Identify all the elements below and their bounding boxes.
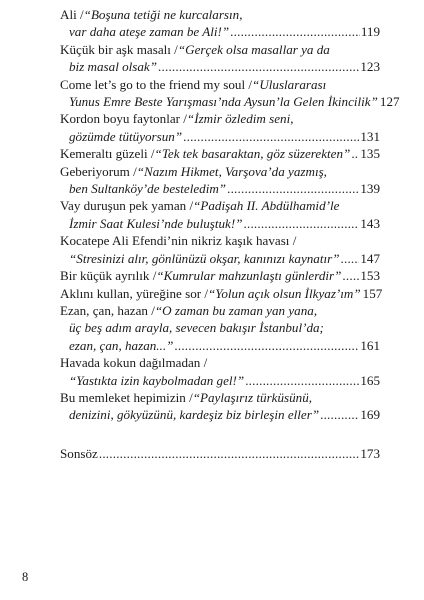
entry-page-number: 153 <box>360 268 380 284</box>
toc-entry <box>60 197 380 232</box>
toc-line <box>60 232 380 249</box>
entry-subtitle: “Paylaşırız türküsünü, <box>192 389 313 405</box>
toc-line <box>60 215 380 232</box>
entry-page-number: 127 <box>379 94 400 110</box>
entry-subtitle: “Stresinizi alır, gönlünüzü okşar, kanınızı kaynatır” <box>69 250 340 266</box>
toc-entry <box>60 232 380 267</box>
entry-title: Ezan, çan, hazan / <box>60 302 155 318</box>
entry-title: Küçük bir aşk masalı / <box>60 41 178 57</box>
entry-title: Geberiyorum / <box>60 163 137 179</box>
entry-subtitle: “Boşuna tetiği ne kurcalarsın, <box>83 7 243 22</box>
entry-page-number: 139 <box>360 181 380 197</box>
entry-subtitle: “İzmir özledim seni, <box>186 111 294 127</box>
toc-line <box>60 389 380 406</box>
entry-page-number: 135 <box>360 146 380 162</box>
entry-subtitle: “Uluslararası <box>252 76 327 92</box>
entry-title: Ali / <box>60 7 84 22</box>
toc-entry <box>60 389 380 424</box>
toc-line <box>60 145 380 162</box>
toc-line <box>60 445 380 462</box>
entry-subtitle: “Yastıkta izin kaybolmadan gel!” <box>69 372 245 388</box>
entry-page-number: 161 <box>360 337 380 353</box>
toc-entry <box>60 110 380 145</box>
toc-entry <box>60 302 380 354</box>
dot-leader <box>174 337 359 354</box>
dot-leader <box>342 267 359 284</box>
toc-entry <box>60 267 380 284</box>
toc-line <box>60 354 380 371</box>
entry-subtitle: “Yolun açık olsun İlkyaz’ım” <box>208 285 361 301</box>
entry-subtitle: denizini, gökyüzünü, kardeşiz biz birleşin eller” <box>69 407 320 423</box>
dot-leader <box>245 372 359 389</box>
toc-line <box>60 337 380 354</box>
entry-page-number: 165 <box>360 372 380 388</box>
dot-leader <box>158 58 359 75</box>
toc-line <box>60 197 380 214</box>
dot-leader <box>244 215 360 232</box>
entry-title: Kemeraltı güzeli / <box>60 146 155 162</box>
table-of-contents <box>60 6 400 462</box>
entry-page-number: 157 <box>362 285 383 301</box>
entry-title: Come let’s go to the friend my soul / <box>60 76 253 92</box>
entry-title: Bu memleket hepimizin / <box>60 389 193 405</box>
toc-entry <box>60 354 380 389</box>
toc-line <box>60 372 380 389</box>
toc-line <box>60 302 380 319</box>
section-gap <box>60 424 380 445</box>
dot-leader <box>227 180 359 197</box>
toc-line <box>60 406 380 423</box>
dot-leader <box>183 128 359 145</box>
entry-page-number: 131 <box>360 128 380 144</box>
toc-line <box>60 267 380 284</box>
entry-title: Kordon boyu faytonlar / <box>60 111 187 127</box>
toc-entry <box>60 285 383 302</box>
entry-subtitle: “O zaman bu zaman yan yana, <box>154 302 318 318</box>
toc-line <box>60 285 383 302</box>
entry-subtitle: “Tek tek basaraktan, göz süzerekten” <box>154 146 351 162</box>
page-number: 8 <box>22 570 29 584</box>
entry-subtitle: biz masal olsak” <box>69 59 158 75</box>
entry-subtitle: üç beş adım arayla, sevecen bakışır İstanbul’da; <box>69 320 324 336</box>
entry-subtitle: İzmir Saat Kulesi’nde buluştuk!” <box>69 215 243 231</box>
entry-subtitle: ben Sultanköy’de besteledim” <box>69 181 227 197</box>
entry-page-number: 143 <box>360 215 380 231</box>
entry-title: Aklını kullan, yüreğine sor / <box>60 285 209 301</box>
toc-entry <box>60 145 380 162</box>
entry-title: Sonsöz <box>60 445 98 461</box>
entry-subtitle: “Gerçek olsa masallar ya da <box>177 41 330 57</box>
dot-leader <box>230 23 360 40</box>
toc-line <box>60 180 380 197</box>
entry-subtitle: Yunus Emre Beste Yarışması’nda Aysun’la Gelen İkincilik” <box>69 94 378 110</box>
dot-leader <box>320 406 359 423</box>
toc-entry <box>60 6 380 41</box>
toc-line <box>60 93 400 110</box>
entry-title: Kocatepe Ali Efendi’nin nikriz kaşık havası / <box>60 233 297 249</box>
toc-entry <box>60 41 380 76</box>
entry-page-number: 123 <box>360 59 380 75</box>
toc-entry <box>60 76 400 111</box>
dot-leader <box>99 445 360 462</box>
toc-line <box>60 76 380 93</box>
entry-title: Bir küçük ayrılık / <box>60 268 157 284</box>
entry-title: Vay duruşun pek yaman / <box>60 198 194 214</box>
toc-line <box>60 128 380 145</box>
toc-line <box>60 319 380 336</box>
entry-subtitle: gözümde tütüyorsun” <box>69 128 183 144</box>
toc-line <box>60 41 380 58</box>
toc-entry-closing <box>60 445 380 462</box>
entry-subtitle: “Padişah II. Abdülhamid’le <box>193 198 340 214</box>
entry-title: Havada kokun dağılmadan / <box>60 355 208 371</box>
entry-page-number: 169 <box>360 407 380 423</box>
toc-line <box>60 58 380 75</box>
entry-page-number: 119 <box>360 24 380 40</box>
entry-page-number: 173 <box>360 445 380 461</box>
entry-subtitle: “Kumrular mahzunlaştı günlerdir” <box>156 268 342 284</box>
entry-subtitle: var daha ateşe zaman be Ali!” <box>69 24 230 40</box>
toc-line <box>60 163 380 180</box>
toc-entry <box>60 163 380 198</box>
toc-line <box>60 110 380 127</box>
toc-line <box>60 250 380 267</box>
entry-subtitle: “Nazım Hikmet, Varşova’da yazmış, <box>136 163 327 179</box>
toc-line <box>60 23 380 40</box>
dot-leader <box>351 145 359 162</box>
entry-subtitle: ezan, çan, hazan...” <box>69 337 174 353</box>
dot-leader <box>341 250 360 267</box>
toc-line <box>60 6 380 23</box>
entry-page-number: 147 <box>360 250 380 266</box>
